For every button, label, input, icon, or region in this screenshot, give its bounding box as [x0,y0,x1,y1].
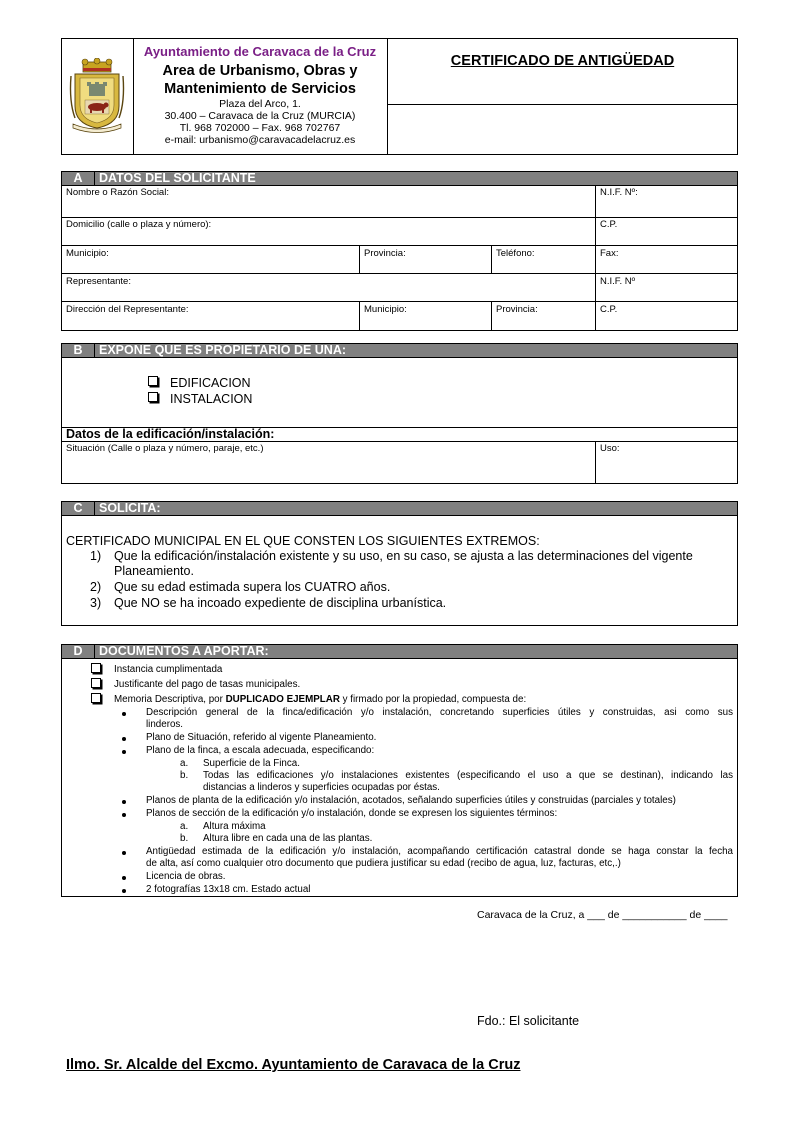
dept-line-1: Area de Urbanismo, Obras y [162,63,358,79]
sub-item-altura-libre: Altura libre en cada una de las plantas. [203,833,373,844]
bullet-icon [122,889,126,893]
checkbox-instancia[interactable] [91,663,101,673]
field-municipio-representante[interactable]: Municipio: [364,304,407,315]
field-uso[interactable]: Uso: [600,443,620,454]
dept-line-2: Mantenimiento de Servicios [164,81,356,97]
sub-item-letter: a. [180,758,189,769]
option-edificacion-label: EDIFICACION [170,376,251,390]
field-representante[interactable]: Representante: [66,276,131,287]
field-cp[interactable]: C.P. [600,219,618,230]
request-item-number: 1) [90,549,102,563]
doc-item-plano-situacion: Plano de Situación, referido al vigente Planeamiento. [146,732,377,743]
section-title: DOCUMENTOS A APORTAR: [99,644,269,658]
request-item-text: Que NO se ha incoado expediente de disciplina urbanística. [114,596,447,610]
checkbox-edificacion[interactable] [148,376,158,386]
sub-item-letter: a. [180,821,189,832]
section-title: EXPONE QUE ES PROPIETARIO DE UNA: [99,343,347,357]
request-item-text: Que su edad estimada supera los CUATRO años. [114,580,391,594]
field-domicilio[interactable]: Domicilio (calle o plaza y número): [66,219,212,230]
doc-item-planos-planta: Planos de planta de la edificación y/o instalación, acotados, señalando superficies útiles y construidas (parciales y totales) [146,795,676,806]
bullet-icon [122,712,126,716]
bullet-icon [122,851,126,855]
field-nombre[interactable]: Nombre o Razón Social: [66,187,169,198]
addressee: Ilmo. Sr. Alcalde del Excmo. Ayuntamiento de Caravaca de la Cruz [66,1057,521,1073]
checkbox-memoria[interactable] [91,693,101,703]
address-line-2: 30.400 – Caravaca de la Cruz (MURCIA) [164,110,356,122]
request-item-text: Que la edificación/instalación existente y su uso, en su caso, se ajusta a las determinaciones del vigente [114,549,693,563]
bullet-icon [122,800,126,804]
field-telefono[interactable]: Teléfono: [496,248,535,259]
org-name: Ayuntamiento de Caravaca de la Cruz [143,44,377,59]
sub-item-edificaciones-cont: distancias a linderos y superficies ocupadas por éstas. [203,782,440,793]
field-provincia[interactable]: Provincia: [364,248,406,259]
date-line[interactable]: Caravaca de la Cruz, a ___ de ___________ de ____ [477,909,728,921]
doc-item-descripcion: Descripción general de la finca/edificación y/o instalación, concretando superficies útiles y construidas, asi como sus [146,707,733,718]
section-b-header [61,343,738,358]
doc-item-plano-finca: Plano de la finca, a escala adecuada, especificando: [146,745,375,756]
doc-item-fotografias: 2 fotografías 13x18 cm. Estado actual [146,884,311,895]
section-letter: D [62,645,95,658]
request-item-text-cont: Planeamiento. [114,564,194,578]
field-municipio[interactable]: Municipio: [66,248,109,259]
doc-item-antiguedad-cont: de alta, así como cualquier otro documento que pudiera justificar su edad (recibo de agua, luz, facturas, etc,.) [146,858,621,869]
doc-item-descripcion-cont: linderos. [146,719,184,730]
phone-line: Tl. 968 702000 – Fax. 968 702767 [179,122,341,134]
field-provincia-representante[interactable]: Provincia: [496,304,538,315]
bullet-icon [122,813,126,817]
coat-of-arms-icon [67,58,127,134]
doc-item-planos-seccion: Planos de sección de la edificación y/o instalación, donde se expresen los siguientes términos: [146,808,558,819]
memoria-text-bold: DUPLICADO EJEMPLAR [225,694,340,705]
request-item-number: 2) [90,580,102,594]
field-nif-representante[interactable]: N.I.F. Nº [600,276,636,287]
field-fax[interactable]: Fax: [600,248,619,259]
section-a-header [61,171,738,186]
sub-item-letter: b. [180,770,189,781]
sub-item-edificaciones: Todas las edificaciones y/o instalaciones existentes (especificando el uso a que se destinan), indicando las [203,770,733,781]
doc-item-antiguedad: Antigüedad estimada de la edificación y/o instalación, acompañando certificación catastral donde se haga constar la fecha [146,846,733,857]
field-cp-representante[interactable]: C.P. [600,304,618,315]
doc-item-licencia: Licencia de obras. [146,871,226,882]
email-line: e-mail: urbanismo@caravacadelacruz.es [164,134,356,146]
section-title: SOLICITA: [99,501,161,515]
bullet-icon [122,737,126,741]
doc-justificante-label: Justificante del pago de tasas municipales. [114,679,301,690]
section-letter: A [62,172,95,185]
section-c-header [61,501,738,516]
address-line-1: Plaza del Arco, 1. [219,98,301,110]
subsection-title: Datos de la edificación/instalación: [66,427,275,441]
doc-instancia-label: Instancia cumplimentada [114,664,223,675]
document-title: CERTIFICADO DE ANTIGÜEDAD [450,53,675,69]
bullet-icon [122,750,126,754]
memoria-text-start: Memoria Descriptiva, por [114,694,226,705]
sub-item-letter: b. [180,833,189,844]
section-d-header [61,644,738,659]
section-letter: C [62,502,95,515]
bullet-icon [122,876,126,880]
request-intro: CERTIFICADO MUNICIPAL EN EL QUE CONSTEN LOS SIGUIENTES EXTREMOS: [66,534,540,548]
section-title: DATOS DEL SOLICITANTE [99,171,256,185]
checkbox-instalacion[interactable] [148,392,158,402]
field-situacion[interactable]: Situación (Calle o plaza y número, paraje, etc.) [66,443,264,454]
memoria-text-end: y firmado por la propiedad, compuesta de: [339,694,527,705]
doc-memoria-label [114,694,526,706]
field-direccion-representante[interactable]: Dirección del Representante: [66,304,189,315]
signature-line: Fdo.: El solicitante [477,1014,580,1028]
option-instalacion-label: INSTALACION [170,392,253,406]
checkbox-justificante[interactable] [91,678,101,688]
sub-item-altura-maxima: Altura máxima [203,821,266,832]
request-item-number: 3) [90,596,102,610]
field-nif[interactable]: N.I.F. Nº: [600,187,638,198]
sub-item-superficie: Superficie de la Finca. [203,758,300,769]
section-letter: B [62,344,95,357]
